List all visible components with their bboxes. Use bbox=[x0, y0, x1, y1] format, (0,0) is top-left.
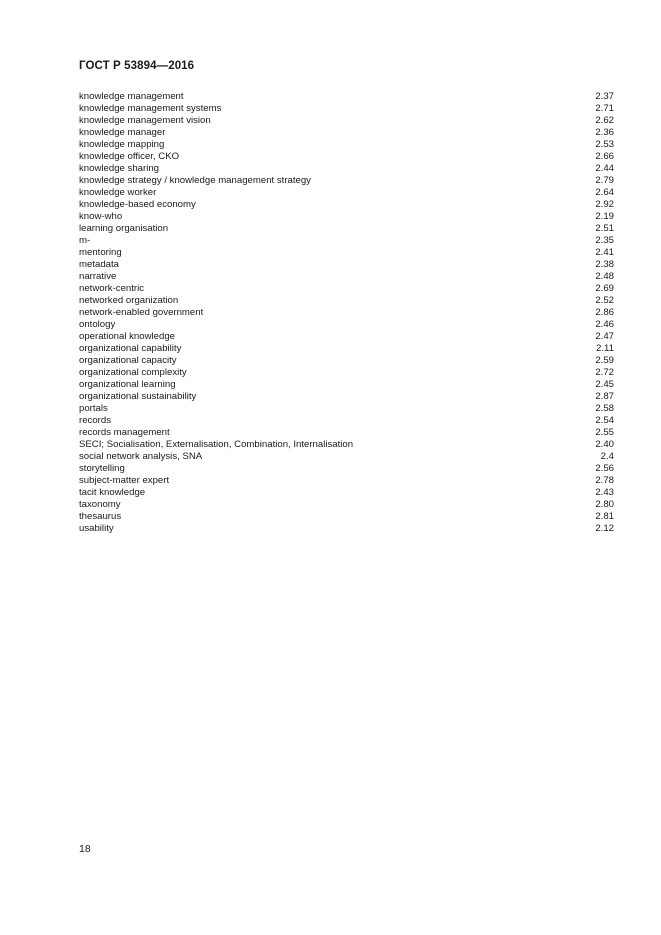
index-entry bbox=[79, 103, 614, 115]
index-term-number: 2.80 bbox=[595, 499, 614, 510]
index-term: networked organization bbox=[79, 295, 179, 306]
index-term-number: 2.41 bbox=[595, 247, 614, 258]
index-term: usability bbox=[79, 523, 114, 534]
index-term: subject-matter expert bbox=[79, 475, 170, 486]
index-entry bbox=[79, 235, 614, 247]
index-term-number: 2.51 bbox=[595, 223, 614, 234]
index-entry bbox=[79, 223, 614, 235]
index-term-number: 2.62 bbox=[595, 115, 614, 126]
index-entry bbox=[79, 295, 614, 307]
index-term: social network analysis, SNA bbox=[79, 451, 203, 462]
index-term-number: 2.4 bbox=[600, 451, 614, 462]
index-term: m- bbox=[79, 235, 91, 246]
index-term-number: 2.40 bbox=[595, 439, 614, 450]
index-term-number: 2.38 bbox=[595, 259, 614, 270]
index-term-number: 2.78 bbox=[595, 475, 614, 486]
index-term: network-centric bbox=[79, 283, 145, 294]
index-term-number: 2.64 bbox=[595, 187, 614, 198]
index-term: records management bbox=[79, 427, 170, 438]
index-entry bbox=[79, 307, 614, 319]
index-entry bbox=[79, 163, 614, 175]
index-term-number: 2.52 bbox=[595, 295, 614, 306]
index-term: tacit knowledge bbox=[79, 487, 146, 498]
index-entry bbox=[79, 427, 614, 439]
index-entry bbox=[79, 199, 614, 211]
index-term-number: 2.92 bbox=[595, 199, 614, 210]
index-term: know-who bbox=[79, 211, 123, 222]
index-term-number: 2.55 bbox=[595, 427, 614, 438]
index-term-number: 2.43 bbox=[595, 487, 614, 498]
index-term: knowledge management vision bbox=[79, 115, 211, 126]
index-entry bbox=[79, 127, 614, 139]
index-term-number: 2.12 bbox=[595, 523, 614, 534]
index-term-number: 2.54 bbox=[595, 415, 614, 426]
index-term: knowledge-based economy bbox=[79, 199, 196, 210]
index-term: narrative bbox=[79, 271, 117, 282]
index-term: taxonomy bbox=[79, 499, 121, 510]
index-term: organizational capability bbox=[79, 343, 182, 354]
index-entry bbox=[79, 367, 614, 379]
page-number: 18 bbox=[79, 843, 91, 855]
index-entry bbox=[79, 379, 614, 391]
index-term: ontology bbox=[79, 319, 116, 330]
index-term-number: 2.47 bbox=[595, 331, 614, 342]
index-entry bbox=[79, 511, 614, 523]
index-entry bbox=[79, 175, 614, 187]
index-term: SECI; Socialisation, Externalisation, Combination, Internalisation bbox=[79, 439, 354, 450]
index-term-number: 2.53 bbox=[595, 139, 614, 150]
index-term: mentoring bbox=[79, 247, 122, 258]
index-entry bbox=[79, 451, 614, 463]
index-term: operational knowledge bbox=[79, 331, 176, 342]
index-term-number: 2.35 bbox=[595, 235, 614, 246]
index-entry bbox=[79, 139, 614, 151]
index-term: knowledge sharing bbox=[79, 163, 160, 174]
index-term-number: 2.48 bbox=[595, 271, 614, 282]
index-entry bbox=[79, 487, 614, 499]
index-entry bbox=[79, 319, 614, 331]
index-entry bbox=[79, 187, 614, 199]
index-entry bbox=[79, 343, 614, 355]
index-term-number: 2.46 bbox=[595, 319, 614, 330]
index-term-number: 2.56 bbox=[595, 463, 614, 474]
index-entry bbox=[79, 211, 614, 223]
index-entry bbox=[79, 283, 614, 295]
index-term: thesaurus bbox=[79, 511, 122, 522]
index-term-number: 2.37 bbox=[595, 91, 614, 102]
index-term-number: 2.71 bbox=[595, 103, 614, 114]
index-entry bbox=[79, 439, 614, 451]
index-term: portals bbox=[79, 403, 108, 414]
index-term: network-enabled government bbox=[79, 307, 204, 318]
document-header: ГОСТ Р 53894—2016 bbox=[79, 60, 195, 72]
index-entry bbox=[79, 475, 614, 487]
index-term: organizational complexity bbox=[79, 367, 187, 378]
index-term-number: 2.72 bbox=[595, 367, 614, 378]
index-entry bbox=[79, 331, 614, 343]
index-term: knowledge officer, CKO bbox=[79, 151, 180, 162]
index-entry bbox=[79, 355, 614, 367]
index-entry bbox=[79, 499, 614, 511]
index-term-number: 2.11 bbox=[596, 343, 614, 354]
term-index-list bbox=[79, 91, 614, 535]
index-entry bbox=[79, 247, 614, 259]
index-term: knowledge management systems bbox=[79, 103, 222, 114]
index-entry bbox=[79, 91, 614, 103]
index-term: knowledge worker bbox=[79, 187, 157, 198]
index-term-number: 2.79 bbox=[595, 175, 614, 186]
index-term-number: 2.59 bbox=[595, 355, 614, 366]
index-entry bbox=[79, 403, 614, 415]
index-term: knowledge strategy / knowledge management strategy bbox=[79, 175, 311, 186]
index-entry bbox=[79, 151, 614, 163]
index-term-number: 2.45 bbox=[595, 379, 614, 390]
index-term-number: 2.19 bbox=[595, 211, 614, 222]
index-term: knowledge mapping bbox=[79, 139, 165, 150]
index-term-number: 2.81 bbox=[595, 511, 614, 522]
index-term: organizational sustainability bbox=[79, 391, 197, 402]
index-term-number: 2.66 bbox=[595, 151, 614, 162]
index-entry bbox=[79, 523, 614, 535]
index-entry bbox=[79, 415, 614, 427]
index-entry bbox=[79, 391, 614, 403]
index-term-number: 2.58 bbox=[595, 403, 614, 414]
index-term-number: 2.69 bbox=[595, 283, 614, 294]
index-term: organizational capacity bbox=[79, 355, 177, 366]
index-term: knowledge manager bbox=[79, 127, 166, 138]
index-entry bbox=[79, 463, 614, 475]
index-term: records bbox=[79, 415, 111, 426]
index-entry bbox=[79, 271, 614, 283]
index-term-number: 2.86 bbox=[595, 307, 614, 318]
index-term: learning organisation bbox=[79, 223, 169, 234]
index-term-number: 2.36 bbox=[595, 127, 614, 138]
index-term-number: 2.87 bbox=[595, 391, 614, 402]
index-term: storytelling bbox=[79, 463, 125, 474]
index-entry bbox=[79, 259, 614, 271]
index-term: organizational learning bbox=[79, 379, 176, 390]
index-term: knowledge management bbox=[79, 91, 184, 102]
index-term: metadata bbox=[79, 259, 120, 270]
index-entry bbox=[79, 115, 614, 127]
index-term-number: 2.44 bbox=[595, 163, 614, 174]
